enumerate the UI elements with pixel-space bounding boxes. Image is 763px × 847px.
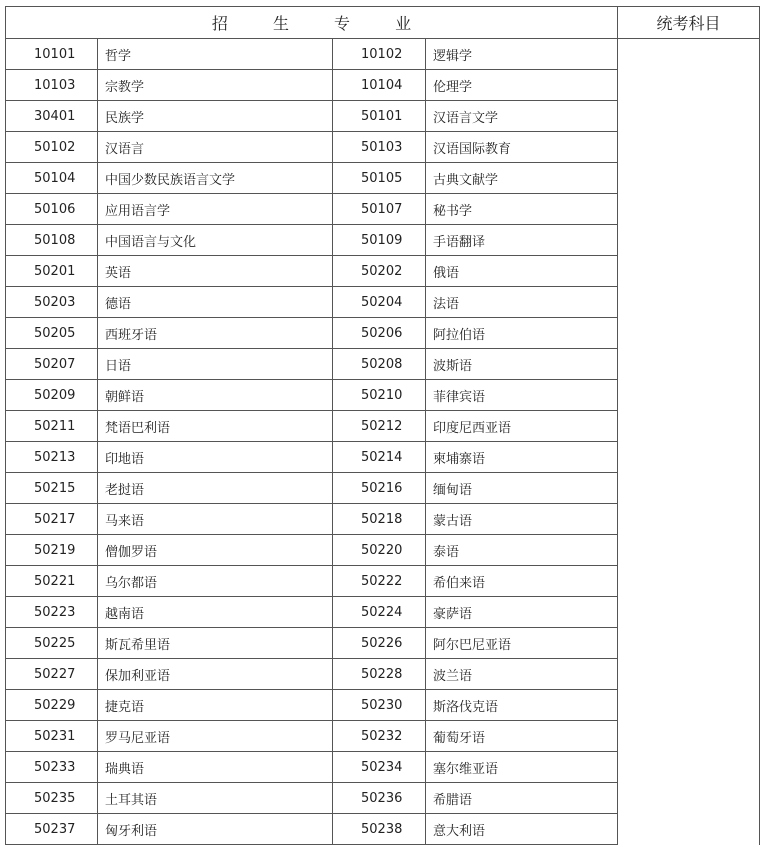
major-name: 匈牙利语 xyxy=(98,814,333,845)
major-name: 泰语 xyxy=(426,535,618,566)
major-name: 瑞典语 xyxy=(98,752,333,783)
major-code: 50104 xyxy=(6,163,98,194)
major-code: 50101 xyxy=(333,101,426,132)
header-exam-subjects: 统考科目 xyxy=(618,7,760,39)
major-name: 意大利语 xyxy=(426,814,618,845)
major-code: 50235 xyxy=(6,783,98,814)
major-code: 50213 xyxy=(6,442,98,473)
major-name: 乌尔都语 xyxy=(98,566,333,597)
major-code: 50203 xyxy=(6,287,98,318)
major-name: 豪萨语 xyxy=(426,597,618,628)
major-name: 菲律宾语 xyxy=(426,380,618,411)
major-name: 中国语言与文化 xyxy=(98,225,333,256)
major-code: 50108 xyxy=(6,225,98,256)
major-code: 50215 xyxy=(6,473,98,504)
major-name: 土耳其语 xyxy=(98,783,333,814)
major-name: 蒙古语 xyxy=(426,504,618,535)
major-code: 50208 xyxy=(333,349,426,380)
major-code: 50227 xyxy=(6,659,98,690)
major-name: 哲学 xyxy=(98,39,333,70)
major-code: 50228 xyxy=(333,659,426,690)
majors-table xyxy=(5,6,760,845)
major-name: 葡萄牙语 xyxy=(426,721,618,752)
major-code: 50209 xyxy=(6,380,98,411)
table-body xyxy=(6,39,760,845)
major-name: 英语 xyxy=(98,256,333,287)
major-name: 法语 xyxy=(426,287,618,318)
table-header-row xyxy=(6,7,760,39)
major-name: 伦理学 xyxy=(426,70,618,101)
major-code: 50222 xyxy=(333,566,426,597)
major-code: 50205 xyxy=(6,318,98,349)
major-code: 50217 xyxy=(6,504,98,535)
major-name: 德语 xyxy=(98,287,333,318)
major-name: 印度尼西亚语 xyxy=(426,411,618,442)
major-code: 50216 xyxy=(333,473,426,504)
major-name: 梵语巴利语 xyxy=(98,411,333,442)
major-code: 50226 xyxy=(333,628,426,659)
major-code: 50237 xyxy=(6,814,98,845)
major-code: 50231 xyxy=(6,721,98,752)
major-code: 50233 xyxy=(6,752,98,783)
major-name: 罗马尼亚语 xyxy=(98,721,333,752)
major-code: 50230 xyxy=(333,690,426,721)
major-name: 手语翻译 xyxy=(426,225,618,256)
major-code: 50238 xyxy=(333,814,426,845)
major-name: 秘书学 xyxy=(426,194,618,225)
major-name: 阿拉伯语 xyxy=(426,318,618,349)
major-code: 50214 xyxy=(333,442,426,473)
header-majors: 招 生 专 业 xyxy=(6,7,618,39)
major-name: 汉语国际教育 xyxy=(426,132,618,163)
major-name: 希伯来语 xyxy=(426,566,618,597)
major-code: 10103 xyxy=(6,70,98,101)
major-code: 50212 xyxy=(333,411,426,442)
major-code: 50206 xyxy=(333,318,426,349)
major-name: 希腊语 xyxy=(426,783,618,814)
major-code: 50109 xyxy=(333,225,426,256)
major-code: 10104 xyxy=(333,70,426,101)
major-name: 缅甸语 xyxy=(426,473,618,504)
major-name: 朝鲜语 xyxy=(98,380,333,411)
major-name: 汉语言文学 xyxy=(426,101,618,132)
major-name: 汉语言 xyxy=(98,132,333,163)
major-name: 越南语 xyxy=(98,597,333,628)
major-name: 斯洛伐克语 xyxy=(426,690,618,721)
major-code: 50221 xyxy=(6,566,98,597)
major-name: 捷克语 xyxy=(98,690,333,721)
major-code: 50103 xyxy=(333,132,426,163)
major-code: 50224 xyxy=(333,597,426,628)
major-code: 50207 xyxy=(6,349,98,380)
exam-subjects-cell xyxy=(618,39,760,845)
major-name: 宗教学 xyxy=(98,70,333,101)
major-code: 50211 xyxy=(6,411,98,442)
major-code: 10102 xyxy=(333,39,426,70)
major-name: 塞尔维亚语 xyxy=(426,752,618,783)
major-name: 俄语 xyxy=(426,256,618,287)
major-name: 印地语 xyxy=(98,442,333,473)
major-name: 日语 xyxy=(98,349,333,380)
major-name: 民族学 xyxy=(98,101,333,132)
major-name: 阿尔巴尼亚语 xyxy=(426,628,618,659)
major-code: 50201 xyxy=(6,256,98,287)
major-code: 50102 xyxy=(6,132,98,163)
major-code: 50218 xyxy=(333,504,426,535)
major-name: 马来语 xyxy=(98,504,333,535)
table-row xyxy=(6,39,760,70)
major-name: 保加利亚语 xyxy=(98,659,333,690)
major-code: 50219 xyxy=(6,535,98,566)
major-code: 50220 xyxy=(333,535,426,566)
major-name: 波斯语 xyxy=(426,349,618,380)
major-code: 50204 xyxy=(333,287,426,318)
major-code: 50210 xyxy=(333,380,426,411)
major-code: 50202 xyxy=(333,256,426,287)
major-code: 50236 xyxy=(333,783,426,814)
major-name: 斯瓦希里语 xyxy=(98,628,333,659)
major-code: 30401 xyxy=(6,101,98,132)
major-code: 50229 xyxy=(6,690,98,721)
major-name: 中国少数民族语言文学 xyxy=(98,163,333,194)
major-name: 僧伽罗语 xyxy=(98,535,333,566)
major-name: 古典文献学 xyxy=(426,163,618,194)
major-name: 应用语言学 xyxy=(98,194,333,225)
major-name: 西班牙语 xyxy=(98,318,333,349)
major-name: 老挝语 xyxy=(98,473,333,504)
major-name: 柬埔寨语 xyxy=(426,442,618,473)
major-code: 50106 xyxy=(6,194,98,225)
major-code: 50232 xyxy=(333,721,426,752)
major-code: 50225 xyxy=(6,628,98,659)
major-code: 50105 xyxy=(333,163,426,194)
major-name: 波兰语 xyxy=(426,659,618,690)
major-code: 50223 xyxy=(6,597,98,628)
major-name: 逻辑学 xyxy=(426,39,618,70)
major-code: 50107 xyxy=(333,194,426,225)
major-code: 10101 xyxy=(6,39,98,70)
major-code: 50234 xyxy=(333,752,426,783)
